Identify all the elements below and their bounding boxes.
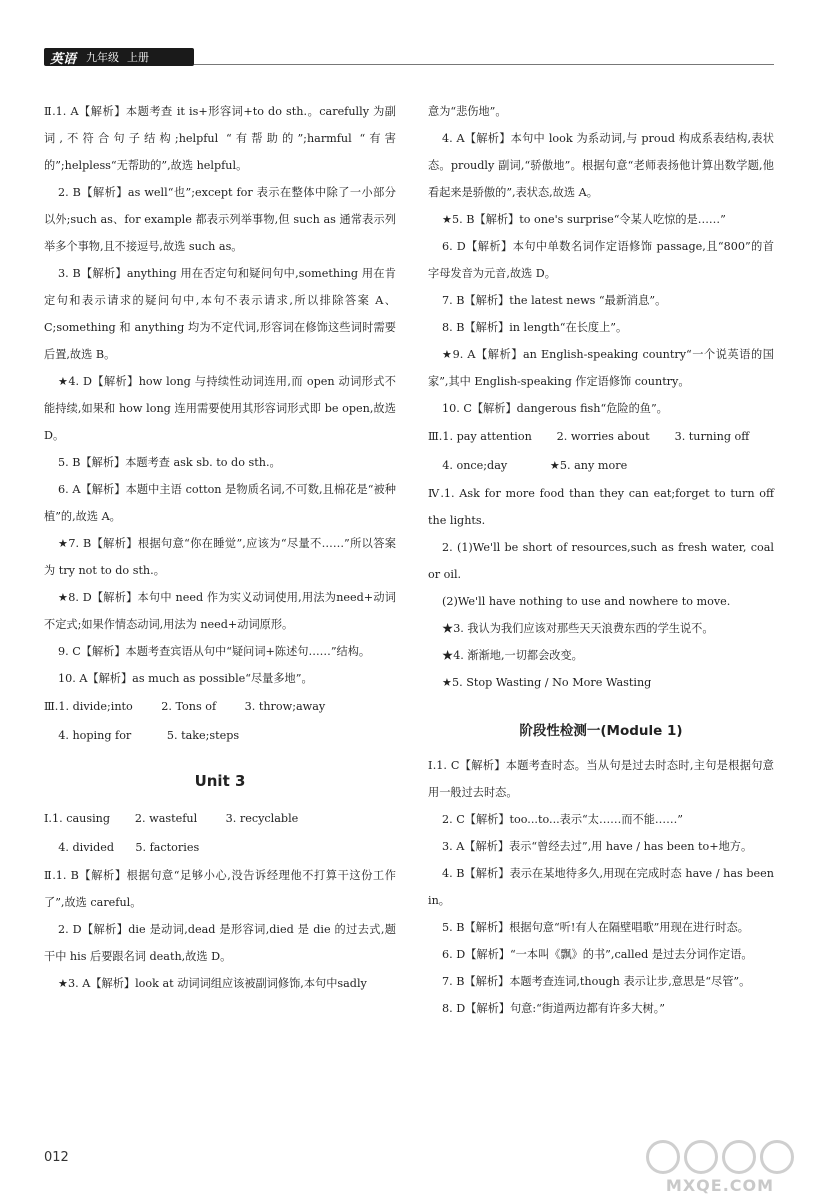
answer-paragraph: 7. B【解析】the latest news “最新消息”。	[442, 294, 667, 307]
section-heading: Unit 3	[194, 772, 246, 790]
left-column	[44, 98, 396, 997]
answer-paragraph: ★9. A【解析】an English-speaking country“一个说英语的国家”,其中 English-speaking 作定语修饰 country。	[428, 348, 774, 388]
answer-paragraph: 5. B【解析】本题考查 ask sb. to do sth.。	[58, 456, 281, 469]
answer-row: Ⅲ.1. pay attention 2. worries about 3. turning off	[428, 430, 750, 443]
answer-paragraph: ★8. D【解析】本句中 need 作为实义动词使用,用法为need+动词不定式;如果作情态动词,用法为 need+动词原形。	[44, 591, 396, 631]
answer-row: Ⅲ.1. divide;into 2. Tons of 3. throw;away	[44, 700, 326, 713]
answer-paragraph: ★4. D【解析】how long 与持续性动词连用,而 open 动词形式不能持续,如果和 how long 连用需要使用其形容词形式即 be open,故选 D。	[44, 375, 396, 442]
answer-paragraph: 6. D【解析】“一本叫《飘》的书”,called 是过去分词作定语。	[442, 948, 753, 961]
answer-paragraph: ★7. B【解析】根据句意“你在睡觉”,应该为“尽量不……”所以答案为 try not to do sth.。	[44, 537, 396, 577]
answer-paragraph: 10. C【解析】dangerous fish“危险的鱼”。	[442, 402, 668, 415]
volume-label: 上册	[127, 51, 150, 64]
answer-paragraph: 3. B【解析】anything 用在否定句和疑问句中,something 用在肯定句和表示请求的疑问句中,本句不表示请求,所以排除答案 A、C;something 和 anything 均为不定代词,形容词在修饰这些词时需要后置,故选 B。	[44, 267, 396, 361]
watermark-logo	[640, 1140, 800, 1196]
answer-row: 4. hoping for 5. take;steps	[44, 729, 240, 742]
answer-row: 4. once;day ★5. any more	[428, 459, 628, 472]
answer-paragraph: 10. A【解析】as much as possible“尽量多地”。	[58, 672, 313, 685]
answer-paragraph: ★3. 我认为我们应该对那些天天浪费东西的学生说不。	[442, 622, 714, 635]
answer-paragraph: ★3. A【解析】look at 动词词组应该被副词修饰,本句中sadly	[58, 977, 367, 990]
grade-label: 九年级	[86, 51, 120, 64]
answer-paragraph: 4. B【解析】表示在某地待多久,用现在完成时态 have / has been in。	[428, 867, 774, 907]
answer-paragraph: 2. C【解析】too...to...表示“太……而不能……”	[442, 813, 683, 826]
answer-paragraph: Ⅰ.1. C【解析】本题考查时态。当从句是过去时态时,主句是根据句意用一般过去时态。	[428, 759, 774, 799]
section-heading: 阶段性检测一(Module 1)	[519, 723, 683, 739]
answer-paragraph: 2. D【解析】die 是动词,dead 是形容词,died 是 die 的过去式,题干中 his 后要跟名词 death,故选 D。	[44, 923, 396, 963]
answer-paragraph: 9. C【解析】本题考查宾语从句中“疑问词+陈述句……”结构。	[58, 645, 371, 658]
right-column	[428, 98, 774, 1022]
answer-paragraph: 3. A【解析】表示“曾经去过”,用 have / has been to+地方。	[442, 840, 753, 853]
answer-paragraph: 6. D【解析】本句中单数名词作定语修饰 passage,且“800”的首字母发音为元音,故选 D。	[428, 240, 774, 280]
header-divider	[194, 64, 774, 65]
answer-paragraph: Ⅱ.1. B【解析】根据句意“足够小心,没告诉经理他不打算干这份工作了”,故选 careful。	[44, 869, 396, 909]
page-header	[0, 0, 815, 72]
answer-paragraph: 4. A【解析】本句中 look 为系动词,与 proud 构成系表结构,表状态。proudly 副词,“骄傲地”。根据句意“老师表扬他计算出数学题,他看起来是骄傲的”,表状态,故选 A。	[428, 132, 774, 199]
answer-row: 4. divided 5. factories	[44, 841, 200, 854]
answer-paragraph: 2. (1)We'll be short of resources,such as fresh water, coal or oil.	[428, 541, 774, 581]
answer-paragraph: 意为“悲伤地”。	[428, 105, 507, 118]
watermark-url: MXQE.COM	[665, 1176, 775, 1195]
answer-paragraph: ★4. 渐渐地,一切都会改变。	[442, 649, 583, 662]
answer-paragraph: ★5. B【解析】to one's surprise“令某人吃惊的是……”	[442, 213, 726, 226]
subject-banner	[44, 48, 194, 66]
subject-label: 英语	[50, 51, 77, 67]
answer-paragraph: Ⅳ.1. Ask for more food than they can eat;forget to turn off the lights.	[428, 487, 774, 527]
answer-paragraph: 8. D【解析】句意:“街道两边都有许多大树。”	[442, 1002, 665, 1015]
answer-paragraph: ★5. Stop Wasting / No More Wasting	[442, 676, 652, 689]
answer-paragraph: (2)We'll have nothing to use and nowhere to move.	[442, 595, 731, 608]
answer-paragraph: Ⅱ.1. A【解析】本题考查 it is+形容词+to do sth.。carefully 为副词,不符合句子结构;helpful “有帮助的”;harmful “有害的”;helpless“无帮助的”,故选 helpful。	[44, 105, 396, 172]
answer-paragraph: 5. B【解析】根据句意“听!有人在隔壁唱歌”用现在进行时态。	[442, 921, 749, 934]
answer-row: Ⅰ.1. causing 2. wasteful 3. recyclable	[44, 812, 299, 825]
page-number: 012	[44, 1150, 69, 1165]
answer-paragraph: 8. B【解析】in length“在长度上”。	[442, 321, 628, 334]
answer-paragraph: 7. B【解析】本题考查连词,though 表示让步,意思是“尽管”。	[442, 975, 751, 988]
answer-paragraph: 6. A【解析】本题中主语 cotton 是物质名词,不可数,且棉花是“被种植”的,故选 A。	[44, 483, 396, 523]
watermark-icon	[640, 1140, 800, 1174]
answer-paragraph: 2. B【解析】as well“也”;except for 表示在整体中除了一小部分以外;such as、for example 都表示列举事物,但 such as 通常表示列举多个事物,且不接逗号,故选 such as。	[44, 186, 396, 253]
